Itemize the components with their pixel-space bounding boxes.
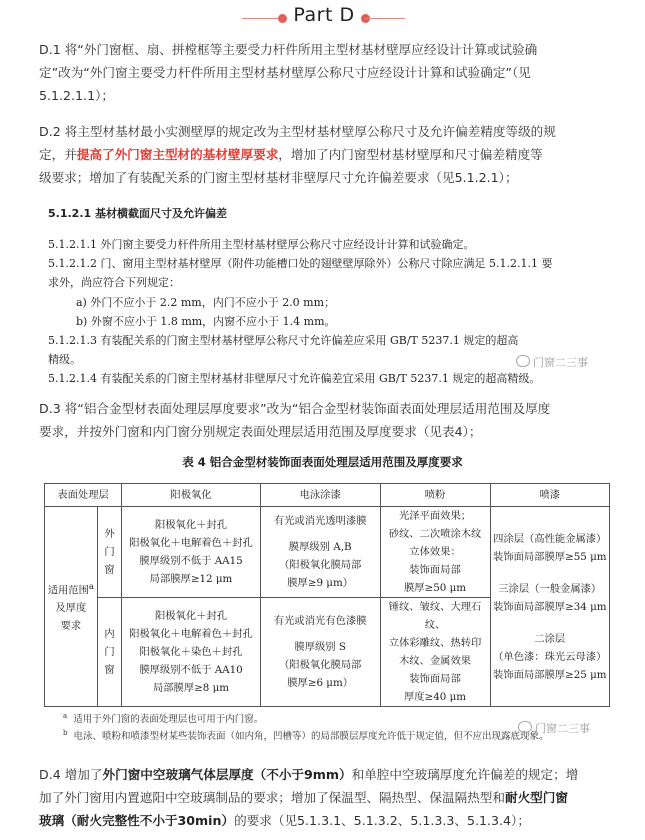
cell-line: （单色漆：珠光云母漆） (493, 650, 607, 663)
d2-highlight: 提高了外门窗主型材的基材壁厚要求 (76, 147, 279, 162)
cell-line: 门 (104, 546, 115, 558)
cell-line: 阳极氧化＋电解着色＋封孔 (129, 628, 253, 640)
cell-line: 装饰面局部 (409, 564, 461, 576)
cell-line: 光泽平面效果； (398, 510, 472, 522)
outer-label-cell (97, 507, 121, 598)
d3-line-2: 要求，并按外门窗和内门窗分别规定表面处理层适用范围及厚度要求（见表4）； (39, 424, 482, 439)
excerpt-row-7: 精级。 (48, 353, 81, 366)
header-line-right (365, 18, 405, 19)
inner-powder-cell (380, 598, 490, 707)
d4-bold: 外门窗中空玻璃气体层厚度（不小于9mm） (102, 767, 352, 782)
cell-line: 木纹、金属效果 (398, 655, 472, 667)
d2-line-1: D.2 将主型材基材最小实测壁厚的规定改为主型材基材壁厚公称尺寸及允许偏差精度等级的规 (39, 124, 556, 139)
cell-line: 二涂层 (534, 632, 566, 645)
inner-electro-cell (260, 598, 380, 707)
table-note-a: $^a$ 适用于外门窗的表面处理层也可用于内门窗。 (63, 711, 264, 725)
watermark-1 (516, 354, 588, 370)
d2-line-3: 级要求；增加了有装配关系的门窗主型材基材非壁厚尺寸允许偏差要求（见5.1.2.1）； (39, 170, 518, 185)
d4-line-2 (39, 786, 619, 809)
watermark-text: 门窗二三事 (535, 722, 590, 735)
cell-line: 阳极氧化＋封孔 (154, 610, 228, 622)
d4-line-3 (39, 809, 619, 832)
cell-line: 砂纹、二次喷涂木纹 (388, 528, 482, 540)
cell-line: 三涂层（一般金属漆） (498, 582, 602, 595)
section-header (0, 4, 645, 32)
note-text: 电泳、喷粉和喷漆型材某些装饰表面（如内角，凹槽等）的局部膜层厚度允许低于规定值，但不应出现露底现象。 (73, 731, 549, 742)
paragraph-d3 (39, 397, 619, 443)
excerpt-heading: 5.1.2.1 基材横截面尺寸及允许偏差 (48, 207, 227, 220)
cell-line: 膜厚≥9 μm） (287, 577, 354, 589)
excerpt-row-3: 求外，尚应符合下列规定： (48, 276, 180, 289)
table-caption: 表 4 铝合金型材装饰面表面处理层适用范围及厚度要求 (182, 455, 463, 469)
cell-line: 四涂层（高性能金属漆） (493, 532, 607, 545)
cell-line: 阳极氧化＋电解着色＋封孔 (129, 537, 253, 549)
cell-line: 窗 (104, 564, 115, 576)
excerpt-row-8: 5.1.2.1.4 有装配关系的门窗主型材基材非壁厚尺寸允许偏差宜采用 GB/T 5237.1 规定的超高精级。 (48, 372, 541, 385)
d4-bold: 玻璃（耐火完整性不小于30min） (39, 813, 235, 828)
cell-line: （阳极氧化膜局部 (278, 659, 362, 671)
cell-line: 立体彩雕纹、热转印 (388, 637, 482, 649)
cell-line: 有光或消光透明漆膜 (273, 515, 367, 527)
cell-line: 锤纹、皱纹、大理石纹、 (388, 601, 482, 631)
cell-line: 膜厚≥50 μm (403, 582, 467, 594)
row-label-cell (45, 507, 98, 707)
outer-powder-cell (380, 507, 490, 598)
paragraph-d4 (39, 763, 619, 832)
section-title: Part D (293, 4, 355, 26)
row-label: 适用范围 (47, 584, 89, 597)
cell-line: （阳极氧化膜局部 (278, 559, 362, 571)
wechat-icon (516, 355, 530, 367)
header-line-left (242, 18, 282, 19)
d4-line-1 (39, 763, 619, 786)
excerpt-row-4: a) 外门不应小于 2.2 mm，内门不应小于 2.0 mm； (76, 296, 336, 309)
note-text: 适用于外门窗的表面处理层也可用于内门窗。 (73, 714, 264, 725)
cell-line: 厚度≥40 μm (403, 691, 467, 703)
wechat-icon (518, 721, 532, 733)
paint-cell (490, 507, 609, 707)
row-label: 及厚度 (55, 602, 87, 615)
watermark-2 (518, 720, 590, 736)
cell-line: 装饰面局部膜厚≥55 μm (492, 550, 607, 563)
excerpt-row-6: 5.1.2.1.3 有装配关系的门窗主型材基材壁厚公称尺寸允许偏差应采用 GB/T 5237.1 规定的超高 (48, 334, 519, 347)
outer-anodizing-cell (122, 507, 261, 598)
cell-line: 外 (104, 528, 115, 540)
cell-line: 阳极氧化＋封孔 (154, 519, 228, 531)
cell-line: 局部膜厚≥12 μm (149, 573, 233, 585)
cell-line: 阳极氧化＋染色＋封孔 (139, 646, 243, 658)
cell-line: 局部膜厚≥8 μm (152, 682, 230, 694)
d1-line-3: 5.1.2.1.1）； (39, 88, 114, 103)
header-cell: 阳极氧化 (122, 484, 261, 507)
d4-text: 加了外门窗用内置遮阳中空玻璃制品的要求；增加了保温型、隔热型、保温隔热型和 (39, 790, 505, 805)
cell-line: 内 (104, 628, 115, 640)
cell-line: 膜厚级别不低于 AA10 (139, 664, 243, 676)
d2-line-2 (39, 143, 619, 166)
footnote-marker: a (88, 581, 95, 592)
header-dot-left (278, 14, 287, 23)
d4-text: D.4 增加了 (39, 767, 103, 782)
d1-line-2: 定”改为“外门窗主要受力杆件所用主型材基材壁厚公称尺寸应经设计计算和试验确定”（见 (39, 65, 531, 80)
inner-anodizing-cell (122, 598, 261, 707)
d4-bold: 耐火型门窗 (504, 790, 568, 805)
outer-electro-cell (260, 507, 380, 598)
header-cell: 喷漆 (490, 484, 609, 507)
spec-table (44, 483, 610, 707)
d3-line-1: D.3 将“铝合金型材表面处理层厚度要求”改为“铝合金型材装饰面表面处理层适用范围及厚度 (39, 401, 551, 416)
excerpt-row-1: 5.1.2.1.1 外门窗主要受力杆件所用主型材基材壁厚公称尺寸应经设计计算和试验确定。 (48, 238, 475, 251)
table-note-b: $^b$ 电泳、喷粉和喷漆型材某些装饰表面（如内角，凹槽等）的局部膜层厚度允许低于规定值，但不应出现露底现象。 (63, 728, 549, 742)
cell-line: 装饰面局部膜厚≥34 μm (492, 600, 607, 613)
cell-line: 门 (104, 646, 115, 658)
row-label: 要求 (60, 620, 82, 633)
excerpt-row-2: 5.1.2.1.2 门、窗用主型材基材壁厚（附件功能槽口处的翅壁壁厚除外）公称尺寸除应满足 5.1.2.1.1 要 (48, 257, 553, 270)
header-cell: 喷粉 (380, 484, 490, 507)
header-cell: 表面处理层 (45, 484, 122, 507)
inner-label-cell (97, 598, 121, 707)
table-header-row (45, 484, 610, 507)
d2-text-tail: ，增加了内门窗型材基材壁厚和尺寸偏差精度等 (278, 147, 543, 162)
cell-line: 有光或消光有色漆膜 (273, 615, 367, 627)
header-cell: 电泳涂漆 (260, 484, 380, 507)
d2-text: 定，并 (39, 147, 77, 162)
cell-line: 膜厚级别不低于 AA15 (139, 555, 243, 567)
excerpt-row-5: b) 外窗不应小于 1.8 mm，内窗不应小于 1.4 mm。 (76, 315, 336, 328)
paragraph-d1 (39, 38, 619, 107)
paragraph-d2 (39, 120, 619, 189)
watermark-text: 门窗二三事 (533, 356, 588, 369)
cell-line: 膜厚级别 A,B (288, 541, 352, 553)
d1-line-1: D.1 将“外门窗框、扇、拼樘框等主要受力杆件所用主型材基材壁厚应经设计计算或试验确 (39, 42, 538, 57)
d4-text: 的要求（见5.1.3.1、5.1.3.2、5.1.3.3、5.1.3.4）； (234, 813, 530, 828)
cell-line: 膜厚级别 S (294, 641, 346, 653)
cell-line: 窗 (104, 664, 115, 676)
cell-line: 装饰面局部膜厚≥25 μm (492, 668, 607, 681)
cell-line: 装饰面局部 (409, 673, 461, 685)
cell-line: 立体效果： (409, 546, 461, 558)
d4-text: 和单腔中空玻璃厚度允许偏差的规定；增 (351, 767, 579, 782)
cell-line: 膜厚≥6 μm） (287, 677, 354, 689)
table-row (45, 507, 610, 598)
